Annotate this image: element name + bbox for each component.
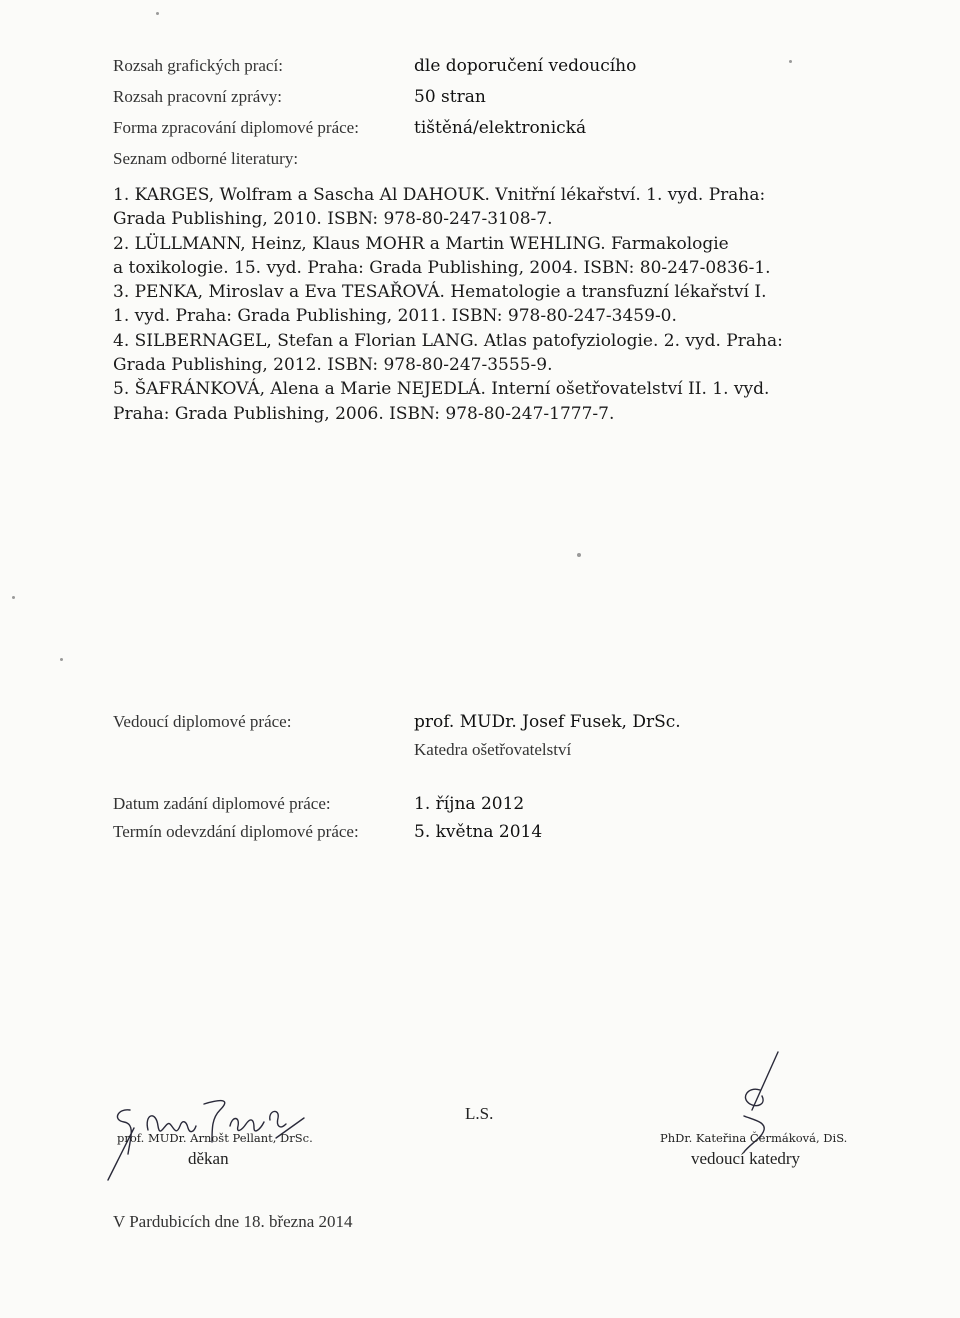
scan-speck	[12, 596, 15, 599]
header-value-thesis-form: tištěná/elektronická	[414, 118, 587, 138]
header-label-report-scope: Rozsah pracovní zprávy:	[113, 87, 282, 106]
supervisor-name: prof. MUDr. Josef Fusek, DrSc.	[414, 712, 681, 732]
reference-line: 1. KARGES, Wolfram a Sascha Al DAHOUK. Vnitřní lékařství. 1. vyd. Praha:	[113, 185, 766, 205]
header-label-thesis-form: Forma zpracování diplomové práce:	[113, 118, 359, 137]
reference-line: Praha: Grada Publishing, 2006. ISBN: 978-80-247-1777-7.	[113, 403, 615, 424]
scan-speck	[789, 60, 792, 63]
header-value-report-scope: 50 stran	[414, 87, 486, 107]
place-date: V Pardubicích dne 18. března 2014	[113, 1212, 353, 1231]
reference-line: 2. LÜLLMANN, Heinz, Klaus MOHR a Martin WEHLING. Farmakologie	[113, 233, 729, 254]
reference-list	[113, 183, 783, 426]
assignment-date-value: 1. října 2012	[414, 794, 525, 814]
scan-speck	[577, 553, 581, 557]
supervisor-label: Vedoucí diplomové práce:	[113, 712, 292, 731]
scan-speck	[156, 12, 159, 15]
reference-line: 4. SILBERNAGEL, Stefan a Florian LANG. Atlas patofyziologie. 2. vyd. Praha:	[113, 330, 783, 351]
reference-line: 3. PENKA, Miroslav a Eva TESAŘOVÁ. Hematologie a transfuzní lékařství I.	[113, 282, 767, 303]
head-role: vedoucí katedry	[691, 1149, 801, 1168]
submission-date-value: 5. května 2014	[414, 822, 543, 842]
reference-line: a toxikologie. 15. vyd. Praha: Grada Publishing, 2004. ISBN: 80-247-0836-1.	[113, 257, 771, 278]
scan-speck	[60, 658, 63, 661]
head-name: PhDr. Kateřina Čermáková, DiS.	[660, 1131, 848, 1145]
reference-line: Grada Publishing, 2012. ISBN: 978-80-247-3555-9.	[113, 355, 553, 376]
dean-role: děkan	[188, 1149, 229, 1168]
seal-mark: L.S.	[465, 1104, 494, 1123]
reference-line: 5. ŠAFRÁNKOVÁ, Alena a Marie NEJEDLÁ. Interní ošetřovatelství II. 1. vyd.	[113, 379, 770, 400]
submission-date-label: Termín odevzdání diplomové práce:	[113, 822, 359, 841]
dean-signature	[100, 1070, 330, 1190]
header-label-graphic-scope: Rozsah grafických prací:	[113, 56, 283, 75]
supervisor-department: Katedra ošetřovatelství	[414, 740, 572, 759]
header-value-graphic-scope: dle doporučení vedoucího	[414, 56, 637, 76]
header-label-literature: Seznam odborné literatury:	[113, 149, 299, 168]
assignment-date-label: Datum zadání diplomové práce:	[113, 794, 331, 813]
reference-line: 1. vyd. Praha: Grada Publishing, 2011. ISBN: 978-80-247-3459-0.	[113, 306, 677, 327]
reference-line: Grada Publishing, 2010. ISBN: 978-80-247-3108-7.	[113, 209, 553, 230]
dean-name: prof. MUDr. Arnošt Pellant, DrSc.	[117, 1131, 313, 1145]
